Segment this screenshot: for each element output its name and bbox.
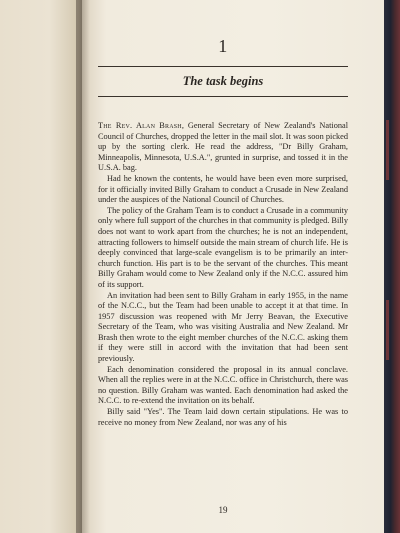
paragraph <box>98 206 348 291</box>
page-number: 19 <box>218 505 228 515</box>
book-cover-edge <box>384 0 400 533</box>
paragraph-lead: The Rev. Alan Brash <box>98 121 182 130</box>
paragraph <box>98 407 348 428</box>
paragraph <box>98 174 348 206</box>
paragraph-text: Had he known the contents, he would have been even more surprised, for it officially invited Billy Graham to conduct a Crusade in New Zealand under the auspices of the National Council of Churches. <box>98 173 348 205</box>
top-rule <box>98 66 348 67</box>
paragraph-text: Billy said "Yes". The Team laid down certain stipulations. He was to receive no money from New Zealand, nor was any of his <box>98 407 348 427</box>
paragraph <box>98 365 348 407</box>
paragraph-text: , General Secretary of New Zealand's National Council of Churches, dropped the letter in the mail slot. It was soon picked up by the sorting clerk. He read the address, "Dr Billy Graham, Minneapolis, Minnesota, U.S.A.", grunted in surprise, and tossed it in the U.S.A. bag. <box>98 121 349 173</box>
paragraph-text: An invitation had been sent to Billy Graham in early 1955, in the name of the N.C.C., but the Team had been unable to accept it at that time. In 1957 discussion was reopened with Mr Jerry Beavan, the Executive Secretary of the Team, who was visiting Australia and New Zealand. Mr Brash then wrote to the eight member churches of the N.C.C. asking them if they were still in accord with the invitation that had been sent previously. <box>98 290 348 364</box>
page-content <box>98 36 348 428</box>
paragraph <box>98 291 348 365</box>
body-text <box>98 121 348 428</box>
gutter-shadow <box>76 0 90 533</box>
chapter-number: 1 <box>218 36 228 56</box>
paragraph <box>98 121 348 174</box>
paragraph-text: The policy of the Graham Team is to conduct a Crusade in a community only where full support of the churches in that community is pledged. Billy does not want to work apart from the churches; he is not an independent, attracting followers to himself outside the main stream of church life. He is deeply convinced that large-scale evangelism is to be primarily an inter-church function. His part is to be the servant of the churches. This meant Billy Graham would come to New Zealand only if the N.C.C. assured him of its support. <box>98 205 349 289</box>
previous-page-edge <box>0 0 82 533</box>
chapter-title: The task begins <box>182 74 264 88</box>
paragraph-text: Each denomination considered the proposal in its annual conclave. When all the replies were in at the N.C.C. office in Christchurch, there was no question. Billy Graham was wanted. Each denomination had asked the N.C.C. to re-extend the invitation on its behalf. <box>98 364 348 406</box>
bottom-rule <box>98 96 348 97</box>
